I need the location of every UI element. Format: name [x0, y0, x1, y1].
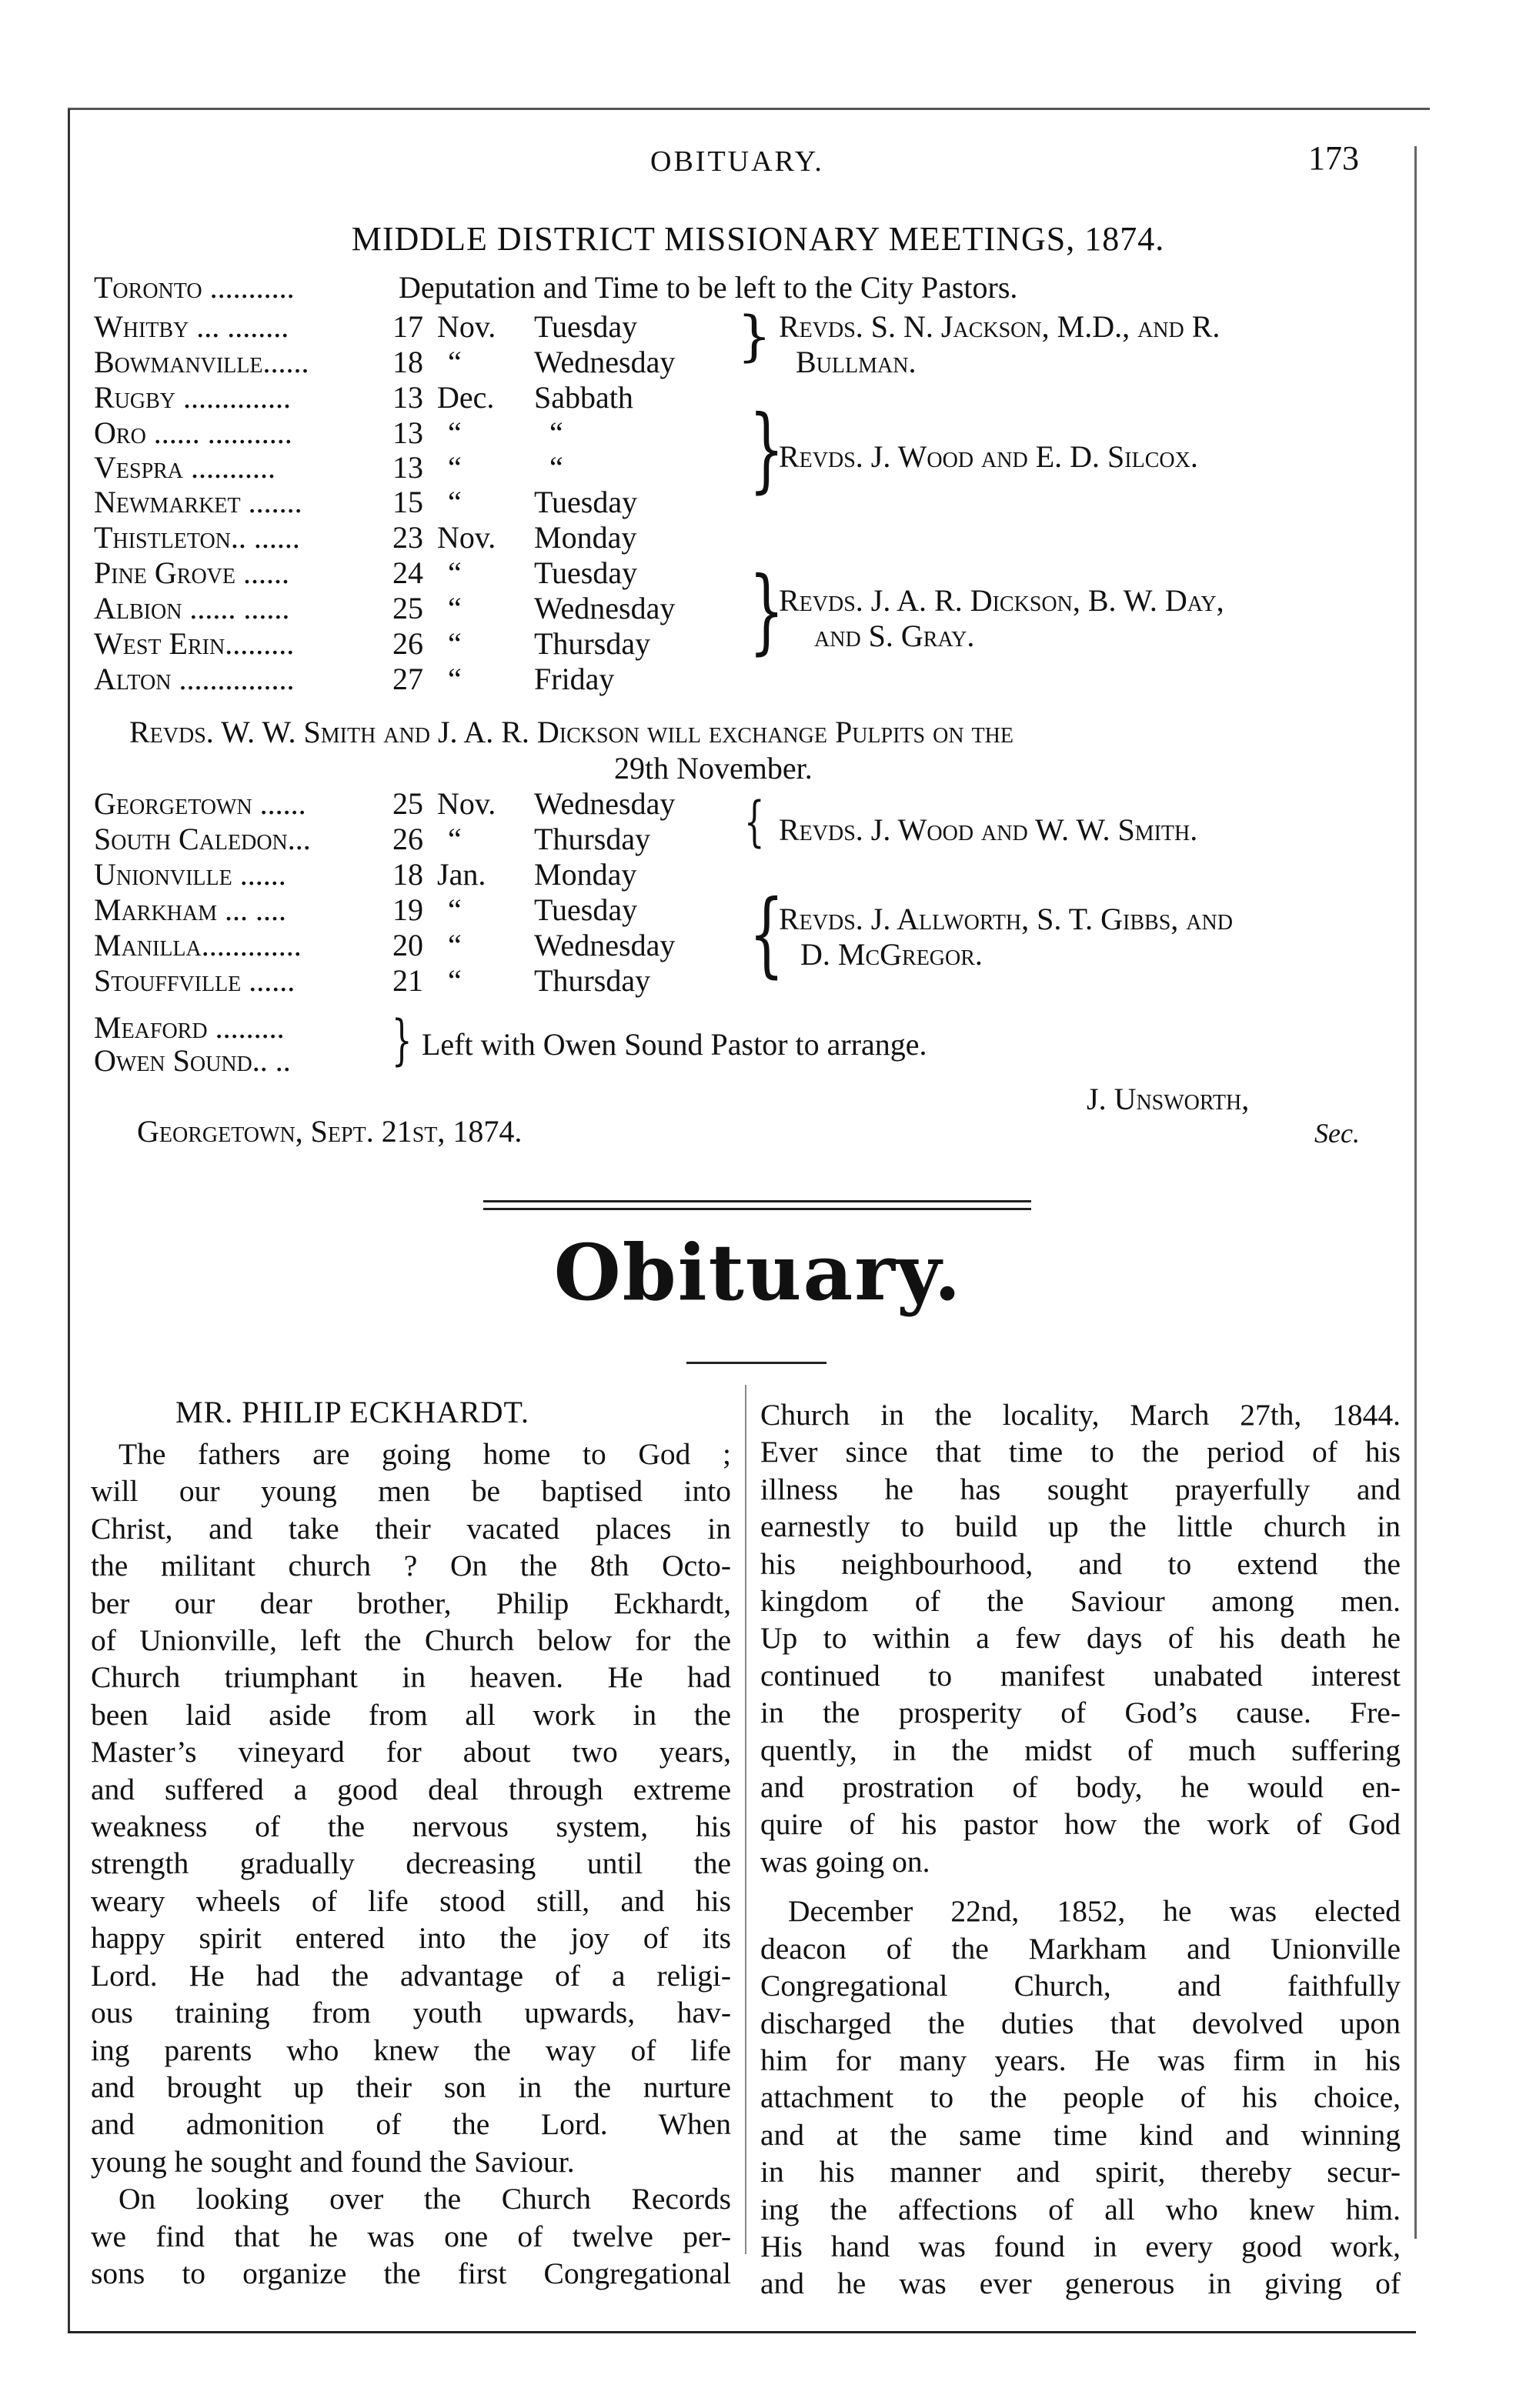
meeting-row — [94, 485, 733, 520]
meeting-day: 13 — [392, 380, 423, 415]
dateline: Georgetown, Sept. 21st, 1874. — [137, 1114, 523, 1149]
meeting-weekday: Wednesday — [534, 345, 676, 379]
meeting-month: Nov. — [437, 309, 496, 344]
obituary-line: and admonition of the Lord. When — [91, 2107, 731, 2142]
meeting-month: “ — [448, 892, 462, 927]
meeting-place: Whitby ... ........ — [94, 309, 289, 344]
meeting-row — [94, 591, 733, 626]
obituary-line: Christ, and take their vacated places in — [91, 1511, 731, 1546]
obituary-line: On looking over the Church Records — [119, 2182, 731, 2216]
obituary-line: earnestly to build up the little church in — [760, 1509, 1401, 1544]
obituary-line: Lord. He had the advantage of a religi- — [91, 1958, 731, 1993]
meeting-weekday: Wednesday — [534, 928, 676, 962]
speakers-group-3 — [779, 583, 1224, 654]
obituary-line: of Unionville, left the Church below for the — [91, 1623, 731, 1658]
obituary-line: illness he has sought prayerfully and — [760, 1472, 1401, 1506]
obituary-line: sons to organize the first Congregational — [91, 2256, 731, 2290]
meeting-month: Nov. — [437, 786, 496, 821]
obituary-left-column — [91, 1436, 731, 2292]
bottom-border-rule — [68, 2331, 1416, 2333]
meeting-month: Nov. — [437, 520, 496, 555]
signature-name: J. Unsworth, — [1087, 1082, 1250, 1116]
meeting-month: “ — [448, 415, 462, 450]
meeting-weekday: Tuesday — [534, 485, 638, 519]
obituary-line: been laid aside from all work in the — [91, 1697, 731, 1732]
speakers-group-1-line2: Bullman. — [796, 345, 917, 379]
meeting-row — [94, 963, 733, 999]
meeting-place: Bowmanville...... — [94, 345, 309, 379]
meeting-row — [94, 520, 733, 555]
obituary-line: Ever since that time to the period of his — [760, 1435, 1401, 1469]
meeting-day: 21 — [392, 963, 423, 998]
section-rule-top — [483, 1200, 1031, 1202]
brace-group-5: { — [749, 881, 785, 988]
meeting-row — [94, 822, 733, 857]
meeting-month: Jan. — [437, 857, 486, 892]
column-divider — [745, 1385, 746, 2254]
obituary-line: December 22nd, 1852, he was elected — [788, 1894, 1401, 1929]
meeting-day: 13 — [392, 450, 423, 485]
meeting-day: 17 — [392, 309, 423, 344]
meeting-day: 19 — [392, 892, 423, 927]
meeting-place: Manilla............. — [94, 928, 302, 962]
meeting-row — [94, 415, 733, 451]
obituary-line: and at the same time kind and winning — [760, 2117, 1401, 2152]
obituary-line: The fathers are going home to God ; — [119, 1437, 731, 1471]
toronto-place: Toronto ........... — [94, 270, 295, 305]
obituary-line: Church triumphant in heaven. He had — [91, 1660, 731, 1695]
meeting-weekday: Sabbath — [534, 380, 633, 415]
meeting-place: Newmarket ....... — [94, 485, 302, 519]
page-number: 173 — [1308, 139, 1359, 177]
obituary-line: strength gradually decreasing until the — [91, 1846, 731, 1881]
meeting-day: 25 — [392, 591, 423, 625]
obituary-line: and suffered a good deal through extreme — [91, 1772, 731, 1806]
obituary-line: Master’s vineyard for about two years, — [91, 1735, 731, 1769]
speakers-group-5 — [779, 902, 1233, 972]
obituary-line: weakness of the nervous system, his — [91, 1809, 731, 1844]
meeting-month: “ — [448, 662, 462, 696]
meeting-place: Stouffville ...... — [94, 963, 296, 998]
obituary-line: His hand was found in every good work, — [760, 2229, 1401, 2263]
meeting-place: Vespra ........... — [94, 450, 276, 485]
meeting-day: 13 — [392, 415, 423, 450]
meeting-row — [94, 626, 733, 662]
exchange-note-line1 — [129, 714, 1013, 750]
obituary-line: and brought up their son in the nurture — [91, 2069, 731, 2104]
meeting-month: “ — [448, 963, 462, 998]
meeting-month: Dec. — [437, 380, 495, 415]
brace-group-3: } — [749, 558, 785, 665]
meeting-day: 23 — [392, 520, 423, 555]
meeting-day: 18 — [392, 345, 423, 379]
meeting-place: Alton ............... — [94, 662, 295, 696]
meeting-row — [94, 345, 733, 380]
meeting-place: Albion ...... ...... — [94, 591, 290, 625]
section-rule-bottom — [483, 1208, 1031, 1210]
meeting-month: “ — [448, 345, 462, 379]
obituary-line: in his manner and spirit, thereby secur- — [760, 2155, 1401, 2190]
meeting-weekday: Monday — [534, 520, 637, 555]
meeting-weekday: Thursday — [534, 822, 651, 856]
meeting-month: “ — [448, 485, 462, 519]
obituary-line: ing the affections of all who knew him. — [760, 2192, 1401, 2226]
meeting-weekday: Wednesday — [534, 786, 676, 821]
meeting-weekday: Tuesday — [534, 892, 638, 927]
obituary-subject: MR. PHILIP ECKHARDT. — [175, 1395, 530, 1429]
brace-group-1: } — [737, 305, 772, 368]
meeting-day: 15 — [392, 485, 423, 519]
brace-group-2: } — [749, 396, 785, 503]
obituary-line: Up to within a few days of his death he — [760, 1621, 1401, 1656]
obituary-line: in the prosperity of God’s cause. Fre- — [760, 1696, 1401, 1730]
running-title: OBITUARY. — [650, 145, 824, 178]
meeting-day: 20 — [392, 928, 423, 962]
meeting-place: Oro ...... ........... — [94, 415, 292, 450]
meeting-place: Unionville ...... — [94, 857, 286, 892]
meeting-row — [94, 450, 733, 485]
meeting-weekday: Wednesday — [534, 591, 676, 625]
speakers-group-3-line1: Revds. J. A. R. Dickson, B. W. Day, — [779, 583, 1224, 618]
obituary-heading: Obituary. — [553, 1227, 963, 1318]
meeting-place: Georgetown ...... — [94, 786, 306, 821]
exchange-text: Revds. W. W. Smith and J. A. R. Dickson will exchange Pulpits on the — [129, 715, 1013, 749]
meeting-day: 26 — [392, 626, 423, 661]
obituary-line: quently, in the midst of much suffering — [760, 1733, 1401, 1767]
exchange-note-line2: 29th November. — [614, 751, 813, 785]
obituary-line: the militant church ? On the 8th Octo- — [91, 1549, 731, 1583]
meeting-weekday: “ — [549, 415, 563, 450]
toronto-note: Deputation and Time to be left to the City Pastors. — [399, 270, 1018, 305]
obituary-line: discharged the duties that devolved upon — [760, 2006, 1401, 2040]
obituary-line: ber our dear brother, Philip Eckhardt, — [91, 1586, 731, 1620]
obituary-line: him for many years. He was firm in his — [760, 2043, 1401, 2077]
obituary-line: we find that he was one of twelve per- — [91, 2219, 731, 2253]
obituary-line: Church in the locality, March 27th, 1844. — [760, 1398, 1401, 1432]
meeting-month: “ — [448, 591, 462, 625]
meeting-place: South Caledon... — [94, 822, 311, 856]
meeting-day: 27 — [392, 662, 423, 696]
meeting-row — [94, 662, 733, 697]
meeting-place: Markham ... .... — [94, 892, 287, 927]
heading-underline — [686, 1362, 826, 1364]
obituary-line: and prostration of body, he would en- — [760, 1770, 1401, 1805]
obituary-right-column — [760, 1396, 1401, 2303]
meeting-day: 24 — [392, 555, 423, 590]
speakers-group-1 — [779, 309, 1220, 380]
meeting-month: “ — [448, 822, 462, 856]
meeting-place: Pine Grove ...... — [94, 555, 290, 590]
meaford-place: Meaford ......... — [94, 1010, 285, 1045]
obituary-line: deacon of the Markham and Unionville — [760, 1931, 1401, 1966]
brace-owen: } — [391, 1009, 412, 1072]
right-border-rule — [1414, 146, 1417, 2239]
speakers-group-3-line2: and S. Gray. — [814, 619, 975, 653]
meeting-month: “ — [448, 450, 462, 485]
meeting-row — [94, 555, 733, 591]
speakers-group-1-line1: Revds. S. N. Jackson, M.D., and R. — [779, 309, 1220, 344]
obituary-line: Congregational Church, and faithfully — [760, 1969, 1401, 2003]
meeting-day: 26 — [392, 822, 423, 856]
owen-sound-place: Owen Sound.. .. — [94, 1043, 291, 1078]
meeting-place: Rugby .............. — [94, 380, 292, 415]
obituary-line: happy spirit entered into the joy of its — [91, 1921, 731, 1956]
meeting-month: “ — [448, 626, 462, 661]
meeting-row — [94, 786, 733, 822]
speakers-group-5-line1: Revds. J. Allworth, S. T. Gibbs, and — [779, 902, 1233, 936]
signature-title: Sec. — [1314, 1118, 1360, 1149]
meeting-row — [94, 892, 733, 928]
meeting-weekday: “ — [549, 450, 563, 485]
obituary-line: will our young men be baptised into — [91, 1474, 731, 1509]
speakers-group-5-line2: D. McGregor. — [800, 937, 983, 972]
meeting-month: “ — [448, 555, 462, 590]
meeting-row — [94, 380, 733, 415]
obituary-line: ous training from youth upwards, hav- — [91, 1996, 731, 2030]
obituary-line: quire of his pastor how the work of God — [760, 1807, 1401, 1842]
meeting-weekday: Tuesday — [534, 555, 638, 590]
speakers-group-4: Revds. J. Wood and W. W. Smith. — [779, 812, 1198, 847]
obituary-line: was going on. — [760, 1844, 930, 1879]
obituary-line: kingdom of the Saviour among men. — [760, 1584, 1401, 1619]
meeting-weekday: Friday — [534, 662, 615, 696]
meeting-place: West Erin......... — [94, 626, 295, 661]
obituary-line: ing parents who knew the way of life — [91, 2033, 731, 2067]
meeting-month: “ — [448, 928, 462, 962]
meetings-title: MIDDLE DISTRICT MISSIONARY MEETINGS, 1874. — [351, 220, 1165, 258]
speakers-group-2: Revds. J. Wood and E. D. Silcox. — [779, 439, 1198, 474]
meeting-weekday: Thursday — [534, 963, 651, 998]
obituary-line: attachment to the people of his choice, — [760, 2080, 1401, 2115]
obituary-line: his neighbourhood, and to extend the — [760, 1546, 1401, 1581]
obituary-line: and he was ever generous in giving of — [760, 2266, 1401, 2301]
meeting-weekday: Monday — [534, 857, 637, 892]
brace-group-4: { — [743, 790, 765, 853]
meeting-row — [94, 857, 733, 892]
meeting-weekday: Thursday — [534, 626, 651, 661]
meeting-weekday: Tuesday — [534, 309, 638, 344]
obituary-line: young he sought and found the Saviour. — [91, 2144, 575, 2179]
meeting-row — [94, 928, 733, 963]
meeting-day: 18 — [392, 857, 423, 892]
meeting-day: 25 — [392, 786, 423, 821]
obituary-line: continued to manifest unabated interest — [760, 1658, 1401, 1693]
top-border-rule — [68, 108, 1430, 110]
meeting-place: Thistleton.. ...... — [94, 520, 300, 555]
left-border-rule — [68, 109, 70, 2333]
meeting-row — [94, 309, 733, 345]
obituary-line: weary wheels of life stood still, and his — [91, 1883, 731, 1918]
owen-sound-note: Left with Owen Sound Pastor to arrange. — [422, 1027, 927, 1062]
